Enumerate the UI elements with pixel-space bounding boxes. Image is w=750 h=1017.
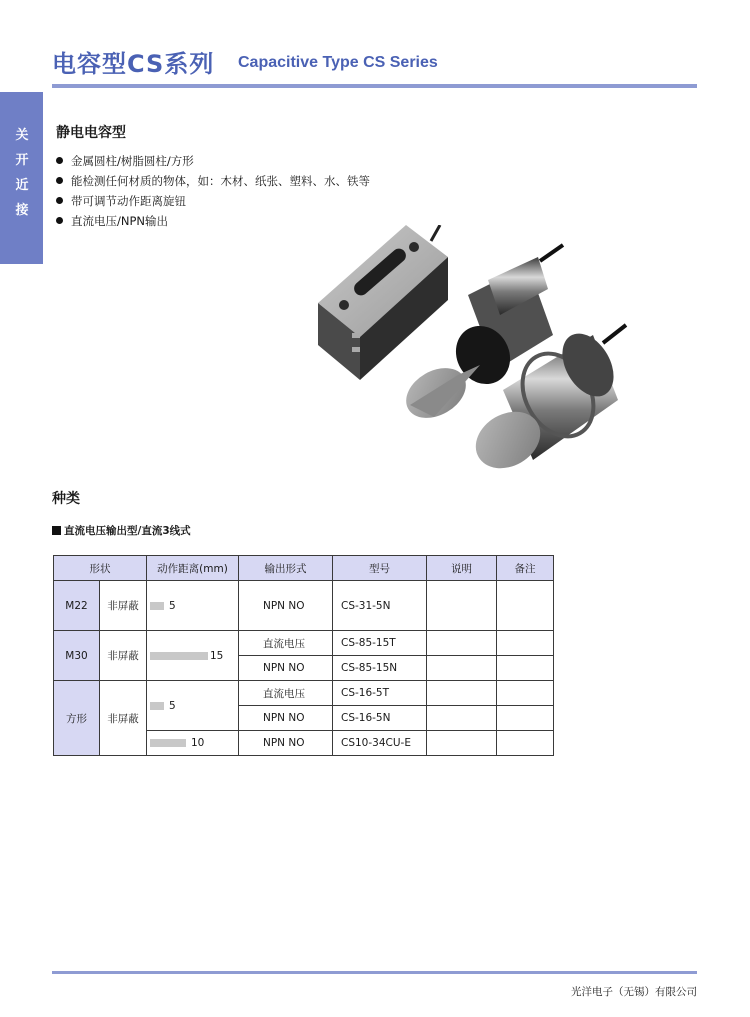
model-cell: CS-85-15T xyxy=(333,631,427,656)
page-title: 电容型CS系列 xyxy=(52,50,215,78)
distance-cell: 15 xyxy=(147,631,239,681)
product-photo xyxy=(318,225,643,490)
bullet-icon xyxy=(56,157,63,164)
table-row xyxy=(54,581,554,631)
distance-bar xyxy=(150,702,164,710)
output-cell: 直流电压 xyxy=(239,681,333,706)
column-header: 说明 xyxy=(427,556,497,581)
distance-cell: 5 xyxy=(147,581,239,631)
output-cell: NPN NO xyxy=(239,706,333,731)
remark-cell xyxy=(497,656,554,681)
section-heading-types: 种类 xyxy=(52,491,80,507)
distance-bar xyxy=(150,602,164,610)
remark-cell xyxy=(497,681,554,706)
shape-cell: M30 xyxy=(54,631,100,681)
section-heading-electrostatic: 静电电容型 xyxy=(56,125,126,141)
square-bullet-icon xyxy=(52,526,61,535)
distance-bar xyxy=(150,739,186,747)
distance-cell: 10 xyxy=(147,731,239,756)
model-cell: CS10-34CU-E xyxy=(333,731,427,756)
model-cell: CS-16-5T xyxy=(333,681,427,706)
output-cell: NPN NO xyxy=(239,731,333,756)
footer-divider xyxy=(52,971,697,974)
shield-cell: 非屏蔽 xyxy=(100,681,147,756)
output-cell: 直流电压 xyxy=(239,631,333,656)
feature-item: 直流电压/NPN输出 xyxy=(56,211,370,231)
bullet-icon xyxy=(56,197,63,204)
table-row xyxy=(54,631,554,656)
feature-item: 带可调节动作距离旋钮 xyxy=(56,191,370,211)
table-subheading: 直流电压输出型/直流3线式 xyxy=(52,523,191,538)
description-cell xyxy=(427,631,497,656)
company-name: 光洋电子（无锡）有限公司 xyxy=(571,986,697,998)
column-header: 形状 xyxy=(54,556,147,581)
model-cell: CS-31-5N xyxy=(333,581,427,631)
shield-cell: 非屏蔽 xyxy=(100,581,147,631)
bullet-icon xyxy=(56,217,63,224)
description-cell xyxy=(427,656,497,681)
output-cell: NPN NO xyxy=(239,581,333,631)
description-cell xyxy=(427,581,497,631)
table-row xyxy=(54,681,554,706)
column-header: 输出形式 xyxy=(239,556,333,581)
remark-cell xyxy=(497,631,554,656)
model-cell: CS-16-5N xyxy=(333,706,427,731)
column-header: 动作距离(mm) xyxy=(147,556,239,581)
side-category-label: 关 开 近 接 xyxy=(15,128,29,218)
output-cell: NPN NO xyxy=(239,656,333,681)
feature-item: 能检测任何材质的物体，如：木材、纸张、塑料、水、铁等 xyxy=(56,171,370,191)
remark-cell xyxy=(497,706,554,731)
column-header: 型号 xyxy=(333,556,427,581)
model-cell: CS-85-15N xyxy=(333,656,427,681)
feature-item: 金属圆柱/树脂圆柱/方形 xyxy=(56,151,370,171)
distance-bar xyxy=(150,652,208,660)
description-cell xyxy=(427,731,497,756)
shape-cell: M22 xyxy=(54,581,100,631)
remark-cell xyxy=(497,731,554,756)
table-header-row xyxy=(54,556,554,581)
shield-cell: 非屏蔽 xyxy=(100,631,147,681)
spec-table xyxy=(53,555,554,756)
column-header: 备注 xyxy=(497,556,554,581)
description-cell xyxy=(427,706,497,731)
title-divider xyxy=(52,84,697,88)
feature-list xyxy=(56,151,370,231)
bullet-icon xyxy=(56,177,63,184)
shape-cell: 方形 xyxy=(54,681,100,756)
page-title-english: Capacitive Type CS Series xyxy=(238,54,438,71)
distance-cell: 5 xyxy=(147,681,239,731)
description-cell xyxy=(427,681,497,706)
remark-cell xyxy=(497,581,554,631)
